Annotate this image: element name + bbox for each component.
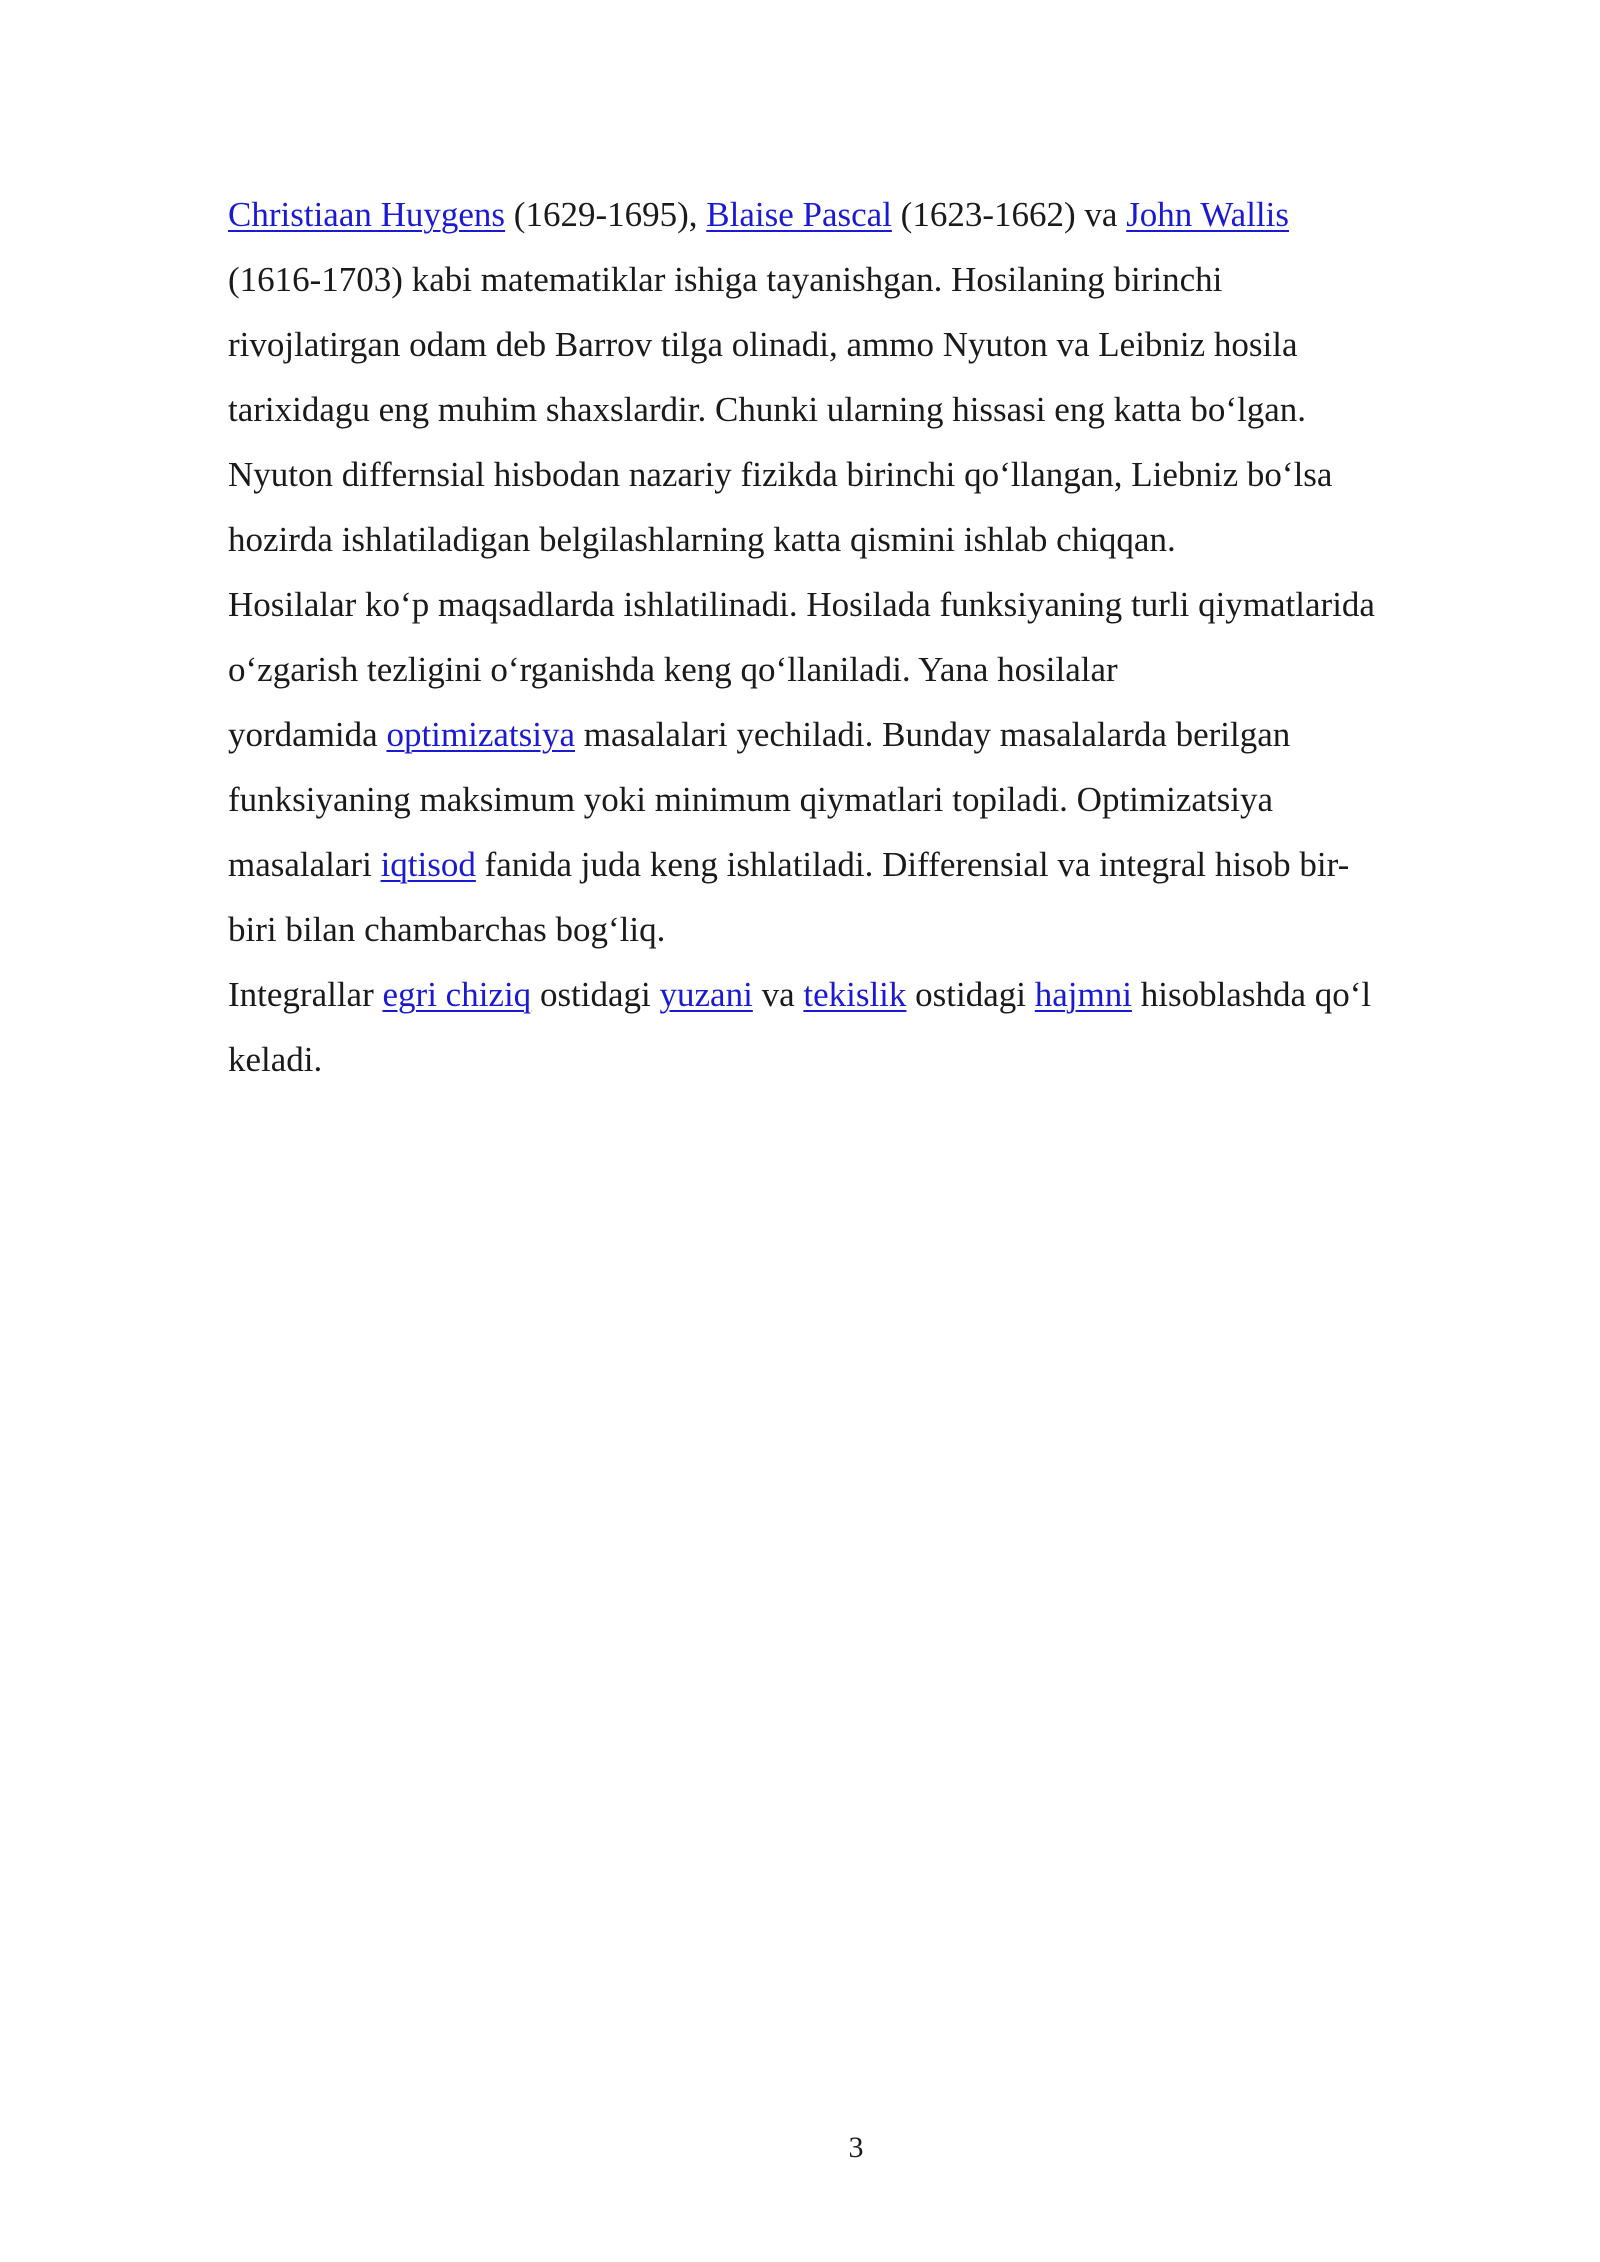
text-line (228, 897, 1468, 962)
text-run: o‘zgarish tezligini o‘rganishda keng qo‘llaniladi. Yana hosilalar (228, 650, 1118, 689)
text-run: funksiyaning maksimum yoki minimum qiymatlari topiladi. Optimizatsiya (228, 780, 1274, 819)
text-line (228, 637, 1468, 702)
text-run: hozirda ishlatiladigan belgilashlarning katta qismini ishlab chiqqan. (228, 520, 1176, 559)
hyperlink[interactable]: tekislik (803, 975, 907, 1014)
text-run: rivojlatirgan odam deb Barrov tilga olinadi, ammo Nyuton va Leibniz hosila (228, 325, 1298, 364)
page-number: 3 (848, 2131, 864, 2164)
text-run: hisoblashda qo‘l (1131, 975, 1372, 1014)
text-run: (1616-1703) kabi matematiklar ishiga tayanishgan. Hosilaning birinchi (228, 260, 1223, 299)
text-line (228, 702, 1468, 767)
hyperlink[interactable]: yuzani (659, 975, 753, 1014)
text-line (228, 832, 1468, 897)
hyperlink[interactable]: iqtisod (380, 845, 476, 884)
text-run: tarixidagu eng muhim shaxslardir. Chunki ularning hissasi eng katta bo‘lgan. (228, 390, 1307, 429)
text-run: ostidagi (906, 975, 1035, 1014)
hyperlink[interactable]: Blaise Pascal (706, 195, 892, 234)
text-line (228, 377, 1468, 442)
text-line (228, 767, 1468, 832)
text-line (228, 442, 1468, 507)
text-line (228, 312, 1468, 377)
document-body (228, 182, 1468, 1092)
text-run: fanida juda keng ishlatiladi. Differensial va integral hisob bir- (475, 845, 1350, 884)
text-line (228, 572, 1468, 637)
text-run: yordamida (228, 715, 387, 754)
text-run: Hosilalar ko‘p maqsadlarda ishlatilinadi. Hosilada funksiyaning turli qiymatlarida (228, 585, 1375, 624)
hyperlink[interactable]: optimizatsiya (386, 715, 576, 754)
hyperlink[interactable]: hajmni (1034, 975, 1132, 1014)
hyperlink[interactable]: egri chiziq (382, 975, 532, 1014)
text-run: keladi. (228, 1040, 323, 1079)
text-run: masalalari (228, 845, 381, 884)
hyperlink[interactable]: Christiaan Huygens (228, 195, 506, 234)
text-run: (1629-1695), (505, 195, 707, 234)
hyperlink[interactable]: John Wallis (1126, 195, 1289, 234)
text-line (228, 1027, 1468, 1092)
text-line (228, 182, 1468, 247)
text-run: biri bilan chambarchas bog‘liq. (228, 910, 666, 949)
text-line (228, 507, 1468, 572)
text-run: ostidagi (531, 975, 660, 1014)
text-run: Nyuton differnsial hisbodan nazariy fizikda birinchi qo‘llangan, Liebniz bo‘lsa (228, 455, 1333, 494)
text-line (228, 247, 1468, 312)
text-run: Integrallar (228, 975, 383, 1014)
text-run: va (752, 975, 804, 1014)
text-line (228, 962, 1468, 1027)
text-run: (1623-1662) va (891, 195, 1127, 234)
text-run: masalalari yechiladi. Bunday masalalarda berilgan (575, 715, 1291, 754)
